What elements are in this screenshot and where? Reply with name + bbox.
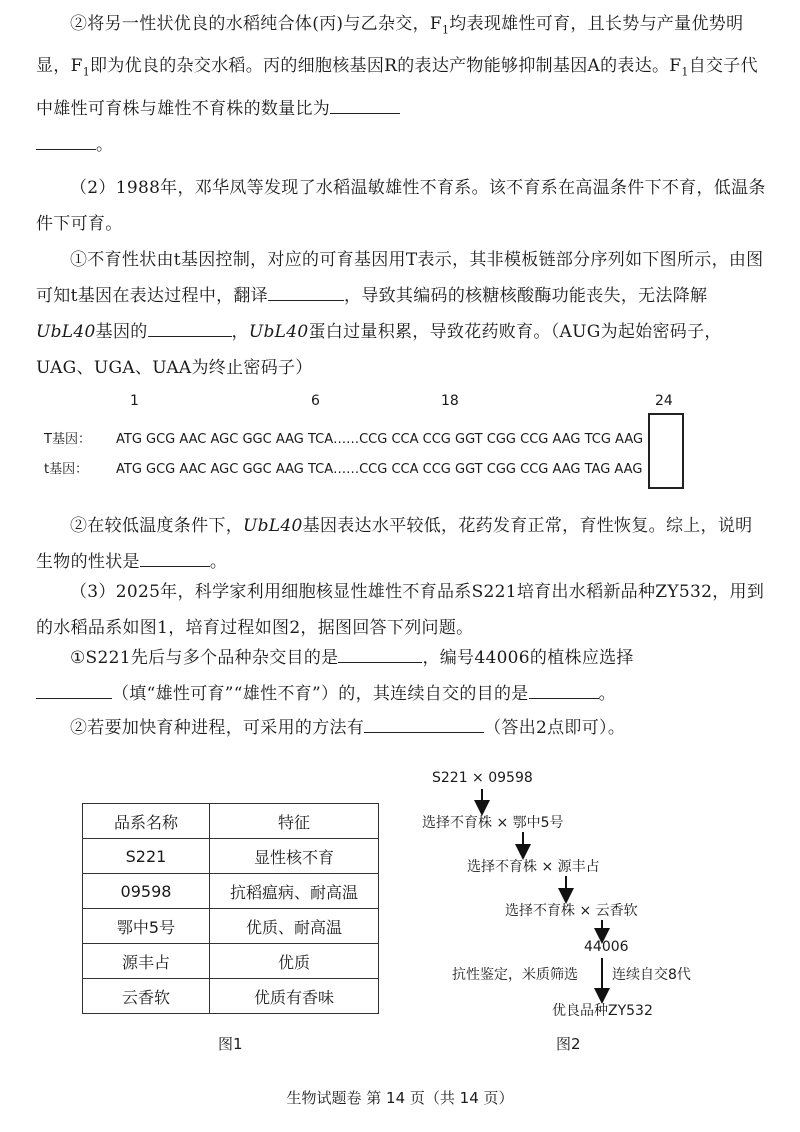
answer-blank-6[interactable] bbox=[36, 680, 112, 699]
paragraph-3: ①不育性状由t基因控制，对应的可育基因用T表示，其非模板链部分序列如下图所示，由图可知t基因在表达过程中，翻译 ，导致其编码的核糖核酸酶功能丧失，无法降解UbL40基因的 ，UbL40蛋白过量积累，导致花药败育。（AUG为起始密码子，UAG、UGA、UAA为终止密码子） bbox=[36, 250, 764, 378]
codon-24-highlight-box bbox=[648, 413, 684, 489]
p1-text-b: 均表现雄性可育，且长势与产量优势明显，F bbox=[36, 14, 744, 77]
answer-blank-5[interactable] bbox=[338, 644, 422, 663]
answer-blank-3[interactable] bbox=[148, 318, 232, 337]
seq-position-18: 18 bbox=[441, 393, 459, 409]
seq-position-24: 24 bbox=[655, 393, 673, 409]
p1-text-c: 即为优良的杂交水稻。丙的细胞核基因R的表达产物能够抑制基因A的表达。F bbox=[90, 56, 682, 77]
paragraph-2: （2）1988年，邓华凤等发现了水稻温敏雄性不育系。该不育系在高温条件下不育，低温条件下可育。 bbox=[36, 178, 766, 234]
answer-blank-1-cont[interactable] bbox=[36, 131, 96, 150]
flow-step-6a: 抗性鉴定，米质筛选 bbox=[452, 967, 578, 983]
flow-step-1: S221 × 09598 bbox=[432, 770, 533, 786]
paragraph-7: ②若要加快育种进程，可采用的方法有 （答出2点即可）。 bbox=[36, 710, 766, 746]
table-row: 09598 抗稻瘟病、耐高温 bbox=[83, 874, 379, 909]
figure-1-caption: 图1 bbox=[218, 1035, 243, 1053]
rice-lines-table bbox=[82, 803, 379, 1014]
answer-blank-4[interactable] bbox=[140, 548, 210, 567]
answer-blank-2[interactable] bbox=[268, 282, 344, 301]
table-row: 鄂中5号 优质、耐高温 bbox=[83, 909, 379, 944]
seq-position-6: 6 bbox=[311, 393, 320, 409]
table-header: 特征 bbox=[210, 804, 379, 839]
paragraph-4: ②在较低温度条件下，UbL40基因表达水平较低，花药发育正常，育性恢复。综上，说明生物的性状是 。 bbox=[36, 516, 753, 572]
flow-step-4: 选择不育株 × 云香软 bbox=[505, 903, 638, 919]
table-row: 源丰占 优质 bbox=[83, 944, 379, 979]
figure-2-caption: 图2 bbox=[556, 1035, 581, 1053]
t-gene-sequence: t基因： ATG GCG AAC AGC GGC AAG TCA……CCG CCA CCG GGT CGG CCG AAG TAG AAG bbox=[44, 462, 643, 477]
answer-blank-1[interactable] bbox=[330, 95, 400, 114]
answer-blank-8[interactable] bbox=[364, 714, 484, 733]
answer-blank-7[interactable] bbox=[529, 680, 599, 699]
flow-step-6b: 连续自交8代 bbox=[612, 967, 691, 983]
flow-result: 优良品种ZY532 bbox=[552, 1003, 653, 1019]
paragraph-6: ①S221先后与多个品种杂交目的是 ，编号44006的植株应选择 （填“雄性可育”“雄性不育”）的，其连续自交的目的是 。 bbox=[36, 640, 766, 712]
table-header: 品系名称 bbox=[83, 804, 210, 839]
flow-step-2: 选择不育株 × 鄂中5号 bbox=[422, 815, 564, 831]
table-row: S221 显性核不育 bbox=[83, 839, 379, 874]
seq-position-1: 1 bbox=[130, 393, 139, 409]
p1-text-d: 自交子代中雄性可育株与雄性不育株的数量比为 bbox=[36, 56, 758, 119]
p1-text-a: ②将另一性状优良的水稻纯合体(丙)与乙杂交，F bbox=[70, 14, 442, 34]
paragraph-1: ②将另一性状优良的水稻纯合体(丙)与乙杂交，$F_1$均表现雄性可育，且长势与产量优势明显，$F_1$即为优良的杂交水稻。丙的细胞核基因R的表达产物能够抑制基因A的表达。$F_1$自交子代中雄性可育株与雄性不育株的数量比为 。 bbox=[36, 14, 758, 155]
table-row: 云香软 优质有香味 bbox=[83, 979, 379, 1014]
flow-step-3: 选择不育株 × 源丰占 bbox=[467, 859, 600, 875]
table-header-row bbox=[83, 804, 379, 839]
paragraph-5: （3）2025年，科学家利用细胞核显性雄性不育品系S221培育出水稻新品种ZY532，用到的水稻品系如图1，培育过程如图2，据图回答下列问题。 bbox=[36, 582, 765, 638]
page-footer: 生物试题卷 第 14 页（共 14 页） bbox=[286, 1089, 514, 1107]
flow-step-5: 44006 bbox=[584, 939, 629, 955]
T-gene-sequence: T基因： ATG GCG AAC AGC GGC AAG TCA……CCG CCA CCG GGT CGG CCG AAG TCG AAG bbox=[44, 432, 644, 447]
